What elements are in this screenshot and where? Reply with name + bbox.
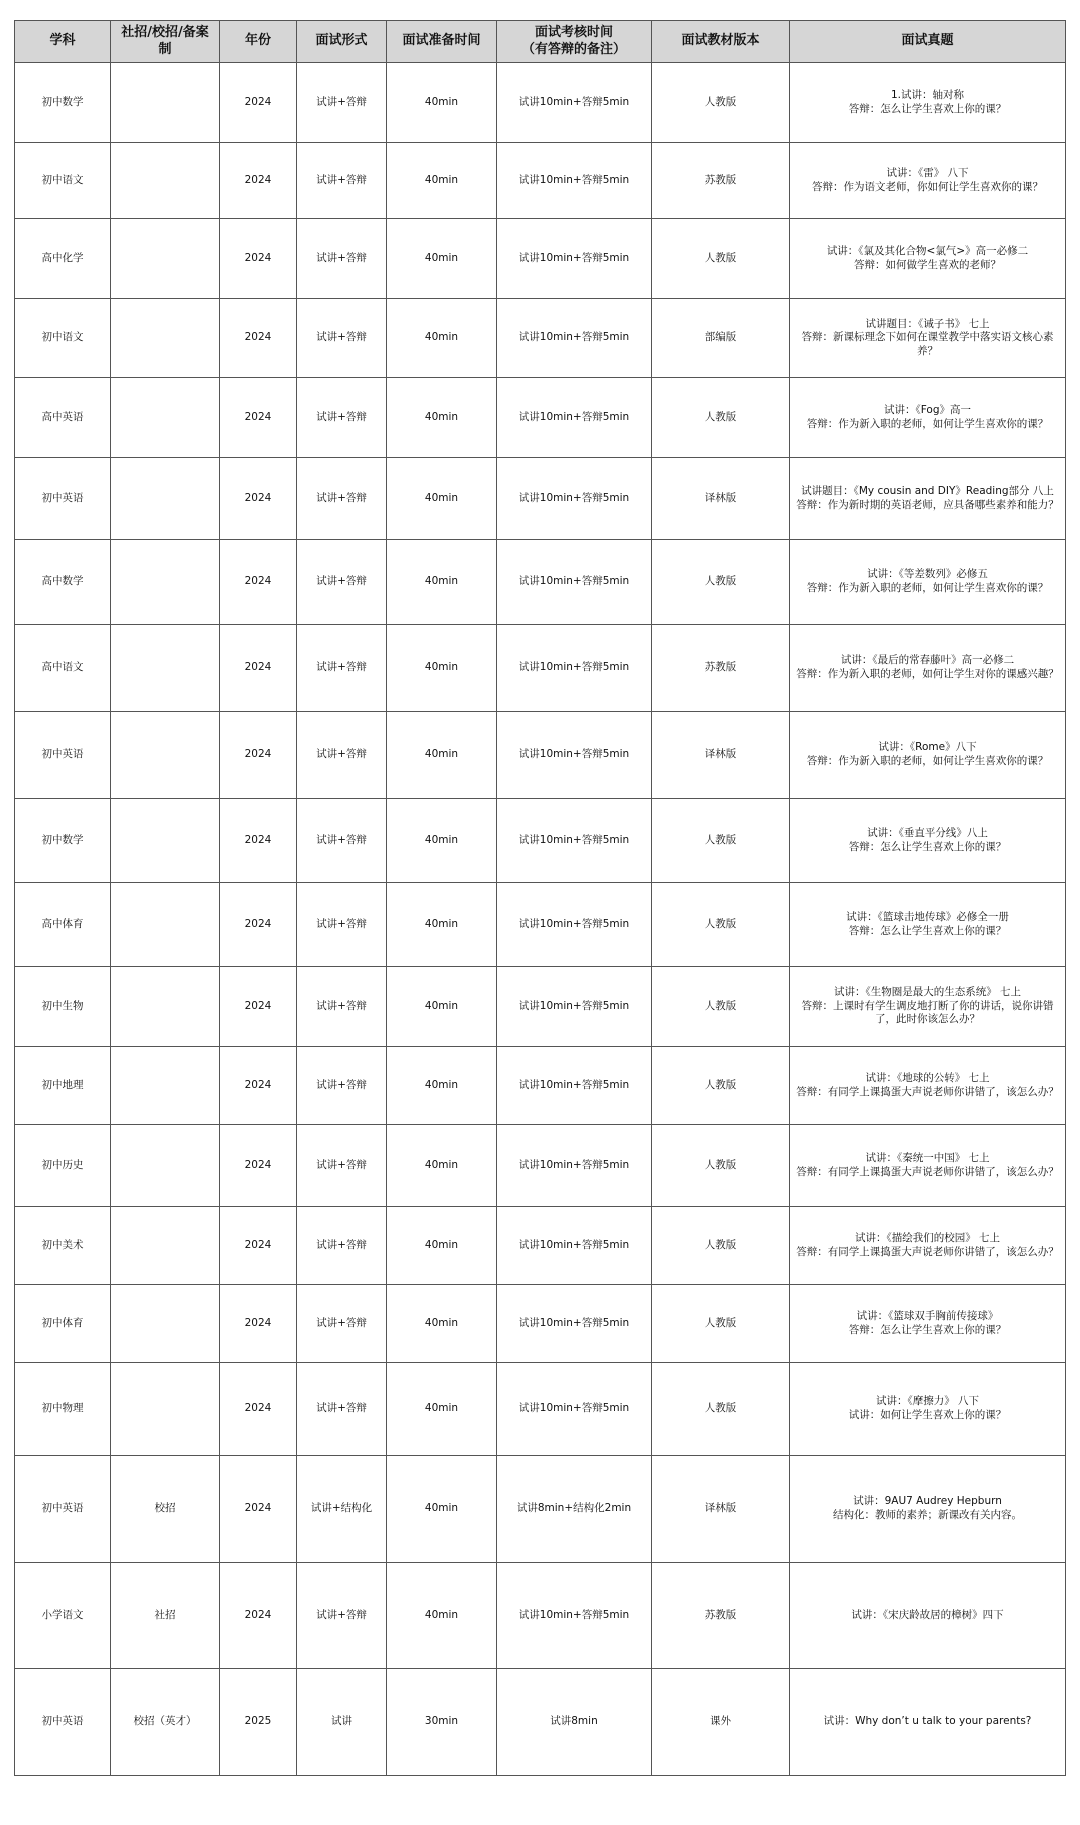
cell-year: 2024 [220, 219, 297, 299]
cell-year: 2024 [220, 883, 297, 967]
table-row [15, 1047, 1066, 1125]
cell-edition: 苏教版 [652, 143, 790, 219]
cell-prep-time: 40min [387, 1563, 497, 1669]
cell-edition: 人教版 [652, 1207, 790, 1285]
cell-subject: 初中英语 [15, 1669, 111, 1776]
header-question: 面试真题 [790, 21, 1066, 63]
cell-form: 试讲+答辩 [297, 1207, 387, 1285]
table-row [15, 1669, 1066, 1776]
table-row [15, 63, 1066, 143]
table-row [15, 143, 1066, 219]
cell-exam-time: 试讲10min+答辩5min [497, 1285, 652, 1363]
cell-year: 2024 [220, 378, 297, 458]
table-row [15, 299, 1066, 378]
cell-exam-time: 试讲8min [497, 1669, 652, 1776]
cell-prep-time: 40min [387, 299, 497, 378]
cell-question: 试讲题目：《My cousin and DIY》Reading部分 八上 答辩：作为新时期的英语老师，应具备哪些素养和能力？ [790, 458, 1066, 540]
cell-recruit-type [111, 1363, 220, 1456]
header-form: 面试形式 [297, 21, 387, 63]
cell-edition: 人教版 [652, 540, 790, 625]
table-row [15, 1563, 1066, 1669]
table-body [15, 63, 1066, 1776]
cell-prep-time: 40min [387, 799, 497, 883]
cell-question: 试讲：《Fog》高一 答辩：作为新入职的老师，如何让学生喜欢你的课？ [790, 378, 1066, 458]
cell-recruit-type [111, 625, 220, 712]
cell-recruit-type [111, 799, 220, 883]
cell-year: 2024 [220, 799, 297, 883]
cell-edition: 人教版 [652, 799, 790, 883]
table-header-row [15, 21, 1066, 63]
cell-prep-time: 40min [387, 1285, 497, 1363]
cell-edition: 人教版 [652, 1363, 790, 1456]
table-row [15, 1363, 1066, 1456]
cell-prep-time: 40min [387, 378, 497, 458]
cell-question: 试讲：《秦统一中国》 七上 答辩：有同学上课捣蛋大声说老师你讲错了，该怎么办？ [790, 1125, 1066, 1207]
header-year: 年份 [220, 21, 297, 63]
cell-subject: 初中数学 [15, 799, 111, 883]
cell-subject: 高中化学 [15, 219, 111, 299]
cell-form: 试讲+答辩 [297, 799, 387, 883]
cell-recruit-type: 校招（英才） [111, 1669, 220, 1776]
cell-prep-time: 40min [387, 883, 497, 967]
cell-year: 2024 [220, 1125, 297, 1207]
cell-exam-time: 试讲10min+答辩5min [497, 967, 652, 1047]
cell-exam-time: 试讲8min+结构化2min [497, 1456, 652, 1563]
table-row [15, 1456, 1066, 1563]
cell-form: 试讲+答辩 [297, 63, 387, 143]
cell-question: 试讲：《垂直平分线》八上 答辩：怎么让学生喜欢上你的课？ [790, 799, 1066, 883]
cell-recruit-type: 社招 [111, 1563, 220, 1669]
table-row [15, 540, 1066, 625]
cell-form: 试讲+答辩 [297, 299, 387, 378]
cell-recruit-type [111, 1125, 220, 1207]
table-row [15, 625, 1066, 712]
cell-prep-time: 40min [387, 1363, 497, 1456]
cell-year: 2024 [220, 967, 297, 1047]
cell-year: 2024 [220, 458, 297, 540]
cell-year: 2025 [220, 1669, 297, 1776]
cell-edition: 课外 [652, 1669, 790, 1776]
cell-year: 2024 [220, 143, 297, 219]
cell-subject: 初中英语 [15, 712, 111, 799]
cell-edition: 人教版 [652, 1125, 790, 1207]
cell-form: 试讲+答辩 [297, 1285, 387, 1363]
table-row [15, 1207, 1066, 1285]
cell-recruit-type [111, 883, 220, 967]
cell-exam-time: 试讲10min+答辩5min [497, 799, 652, 883]
cell-prep-time: 40min [387, 540, 497, 625]
cell-prep-time: 40min [387, 1456, 497, 1563]
cell-edition: 译林版 [652, 458, 790, 540]
cell-year: 2024 [220, 1285, 297, 1363]
cell-year: 2024 [220, 1047, 297, 1125]
cell-question: 试讲：《Rome》八下 答辩：作为新入职的老师，如何让学生喜欢你的课？ [790, 712, 1066, 799]
cell-recruit-type [111, 540, 220, 625]
header-recruit-type: 社招/校招/备案制 [111, 21, 220, 63]
cell-subject: 初中体育 [15, 1285, 111, 1363]
cell-exam-time: 试讲10min+答辩5min [497, 1363, 652, 1456]
cell-exam-time: 试讲10min+答辩5min [497, 540, 652, 625]
cell-prep-time: 30min [387, 1669, 497, 1776]
cell-form: 试讲+结构化 [297, 1456, 387, 1563]
cell-recruit-type [111, 1207, 220, 1285]
cell-prep-time: 40min [387, 63, 497, 143]
cell-year: 2024 [220, 1563, 297, 1669]
cell-question: 试讲：Why don’t u talk to your parents? [790, 1669, 1066, 1776]
cell-recruit-type [111, 299, 220, 378]
table-row [15, 967, 1066, 1047]
cell-question: 试讲：《生物圈是最大的生态系统》 七上 答辩：上课时有学生调皮地打断了你的讲话，说你讲错了，此时你该怎么办？ [790, 967, 1066, 1047]
cell-subject: 高中体育 [15, 883, 111, 967]
cell-edition: 人教版 [652, 1285, 790, 1363]
cell-prep-time: 40min [387, 712, 497, 799]
cell-recruit-type [111, 63, 220, 143]
cell-recruit-type [111, 378, 220, 458]
cell-exam-time: 试讲10min+答辩5min [497, 1047, 652, 1125]
cell-edition: 人教版 [652, 219, 790, 299]
cell-edition: 人教版 [652, 63, 790, 143]
cell-subject: 初中数学 [15, 63, 111, 143]
cell-exam-time: 试讲10min+答辩5min [497, 1125, 652, 1207]
cell-year: 2024 [220, 1207, 297, 1285]
cell-question: 试讲：《篮球击地传球》必修全一册 答辩：怎么让学生喜欢上你的课？ [790, 883, 1066, 967]
cell-question: 试讲：《宋庆龄故居的樟树》四下 [790, 1563, 1066, 1669]
cell-question: 试讲：《氯及其化合物<氯气>》高一必修二 答辩：如何做学生喜欢的老师？ [790, 219, 1066, 299]
table-row [15, 219, 1066, 299]
cell-recruit-type [111, 143, 220, 219]
cell-recruit-type [111, 458, 220, 540]
cell-prep-time: 40min [387, 1047, 497, 1125]
cell-subject: 小学语文 [15, 1563, 111, 1669]
cell-exam-time: 试讲10min+答辩5min [497, 625, 652, 712]
header-prep-time: 面试准备时间 [387, 21, 497, 63]
cell-exam-time: 试讲10min+答辩5min [497, 378, 652, 458]
cell-form: 试讲+答辩 [297, 1125, 387, 1207]
cell-exam-time: 试讲10min+答辩5min [497, 458, 652, 540]
cell-question: 试讲：《摩擦力》 八下 试讲：如何让学生喜欢上你的课？ [790, 1363, 1066, 1456]
cell-recruit-type [111, 1285, 220, 1363]
cell-exam-time: 试讲10min+答辩5min [497, 883, 652, 967]
cell-year: 2024 [220, 1456, 297, 1563]
cell-exam-time: 试讲10min+答辩5min [497, 1563, 652, 1669]
cell-form: 试讲+答辩 [297, 967, 387, 1047]
interview-table [14, 20, 1066, 1776]
cell-question: 试讲：9AU7 Audrey Hepburn 结构化：教师的素养；新课改有关内容。 [790, 1456, 1066, 1563]
cell-form: 试讲+答辩 [297, 219, 387, 299]
cell-year: 2024 [220, 299, 297, 378]
cell-year: 2024 [220, 540, 297, 625]
cell-exam-time: 试讲10min+答辩5min [497, 63, 652, 143]
cell-edition: 译林版 [652, 712, 790, 799]
header-edition: 面试教材版本 [652, 21, 790, 63]
interview-table-container [14, 20, 1065, 1776]
cell-edition: 苏教版 [652, 625, 790, 712]
cell-recruit-type: 校招 [111, 1456, 220, 1563]
cell-subject: 初中历史 [15, 1125, 111, 1207]
cell-question: 试讲：《雷》 八下 答辩：作为语文老师，你如何让学生喜欢你的课？ [790, 143, 1066, 219]
cell-form: 试讲+答辩 [297, 1047, 387, 1125]
cell-year: 2024 [220, 63, 297, 143]
table-row [15, 458, 1066, 540]
cell-recruit-type [111, 712, 220, 799]
cell-subject: 初中语文 [15, 143, 111, 219]
cell-prep-time: 40min [387, 1207, 497, 1285]
cell-edition: 苏教版 [652, 1563, 790, 1669]
cell-subject: 初中英语 [15, 1456, 111, 1563]
cell-subject: 高中语文 [15, 625, 111, 712]
cell-recruit-type [111, 967, 220, 1047]
cell-question: 试讲：《篮球双手胸前传接球》 答辩：怎么让学生喜欢上你的课？ [790, 1285, 1066, 1363]
cell-question: 试讲：《地球的公转》 七上 答辩：有同学上课捣蛋大声说老师你讲错了，该怎么办？ [790, 1047, 1066, 1125]
cell-year: 2024 [220, 1363, 297, 1456]
cell-form: 试讲+答辩 [297, 883, 387, 967]
table-row [15, 1125, 1066, 1207]
cell-form: 试讲+答辩 [297, 143, 387, 219]
cell-subject: 初中物理 [15, 1363, 111, 1456]
cell-question: 1.试讲：轴对称 答辩：怎么让学生喜欢上你的课？ [790, 63, 1066, 143]
cell-exam-time: 试讲10min+答辩5min [497, 1207, 652, 1285]
cell-recruit-type [111, 219, 220, 299]
cell-subject: 初中生物 [15, 967, 111, 1047]
cell-edition: 人教版 [652, 883, 790, 967]
cell-prep-time: 40min [387, 967, 497, 1047]
table-row [15, 1285, 1066, 1363]
table-row [15, 378, 1066, 458]
cell-subject: 高中数学 [15, 540, 111, 625]
table-row [15, 712, 1066, 799]
cell-recruit-type [111, 1047, 220, 1125]
cell-subject: 初中语文 [15, 299, 111, 378]
cell-edition: 人教版 [652, 378, 790, 458]
table-row [15, 883, 1066, 967]
cell-form: 试讲+答辩 [297, 458, 387, 540]
cell-edition: 人教版 [652, 967, 790, 1047]
cell-subject: 初中地理 [15, 1047, 111, 1125]
cell-prep-time: 40min [387, 625, 497, 712]
cell-subject: 初中英语 [15, 458, 111, 540]
cell-form: 试讲 [297, 1669, 387, 1776]
cell-form: 试讲+答辩 [297, 540, 387, 625]
cell-exam-time: 试讲10min+答辩5min [497, 299, 652, 378]
cell-exam-time: 试讲10min+答辩5min [497, 712, 652, 799]
cell-prep-time: 40min [387, 458, 497, 540]
cell-form: 试讲+答辩 [297, 712, 387, 799]
cell-prep-time: 40min [387, 219, 497, 299]
cell-form: 试讲+答辩 [297, 378, 387, 458]
cell-prep-time: 40min [387, 143, 497, 219]
cell-edition: 部编版 [652, 299, 790, 378]
table-row [15, 799, 1066, 883]
cell-question: 试讲题目：《诫子书》 七上 答辩：新课标理念下如何在课堂教学中落实语文核心素养？ [790, 299, 1066, 378]
cell-form: 试讲+答辩 [297, 1363, 387, 1456]
cell-form: 试讲+答辩 [297, 1563, 387, 1669]
cell-edition: 人教版 [652, 1047, 790, 1125]
cell-exam-time: 试讲10min+答辩5min [497, 219, 652, 299]
cell-year: 2024 [220, 625, 297, 712]
cell-question: 试讲：《描绘我们的校园》 七上 答辩：有同学上课捣蛋大声说老师你讲错了，该怎么办？ [790, 1207, 1066, 1285]
cell-edition: 译林版 [652, 1456, 790, 1563]
cell-form: 试讲+答辩 [297, 625, 387, 712]
header-subject: 学科 [15, 21, 111, 63]
cell-question: 试讲：《最后的常春藤叶》高一必修二 答辩：作为新入职的老师，如何让学生对你的课感兴趣？ [790, 625, 1066, 712]
header-exam-time: 面试考核时间 （有答辩的备注） [497, 21, 652, 63]
cell-year: 2024 [220, 712, 297, 799]
cell-prep-time: 40min [387, 1125, 497, 1207]
cell-subject: 初中美术 [15, 1207, 111, 1285]
cell-exam-time: 试讲10min+答辩5min [497, 143, 652, 219]
cell-question: 试讲：《等差数列》必修五 答辩：作为新入职的老师，如何让学生喜欢你的课？ [790, 540, 1066, 625]
cell-subject: 高中英语 [15, 378, 111, 458]
